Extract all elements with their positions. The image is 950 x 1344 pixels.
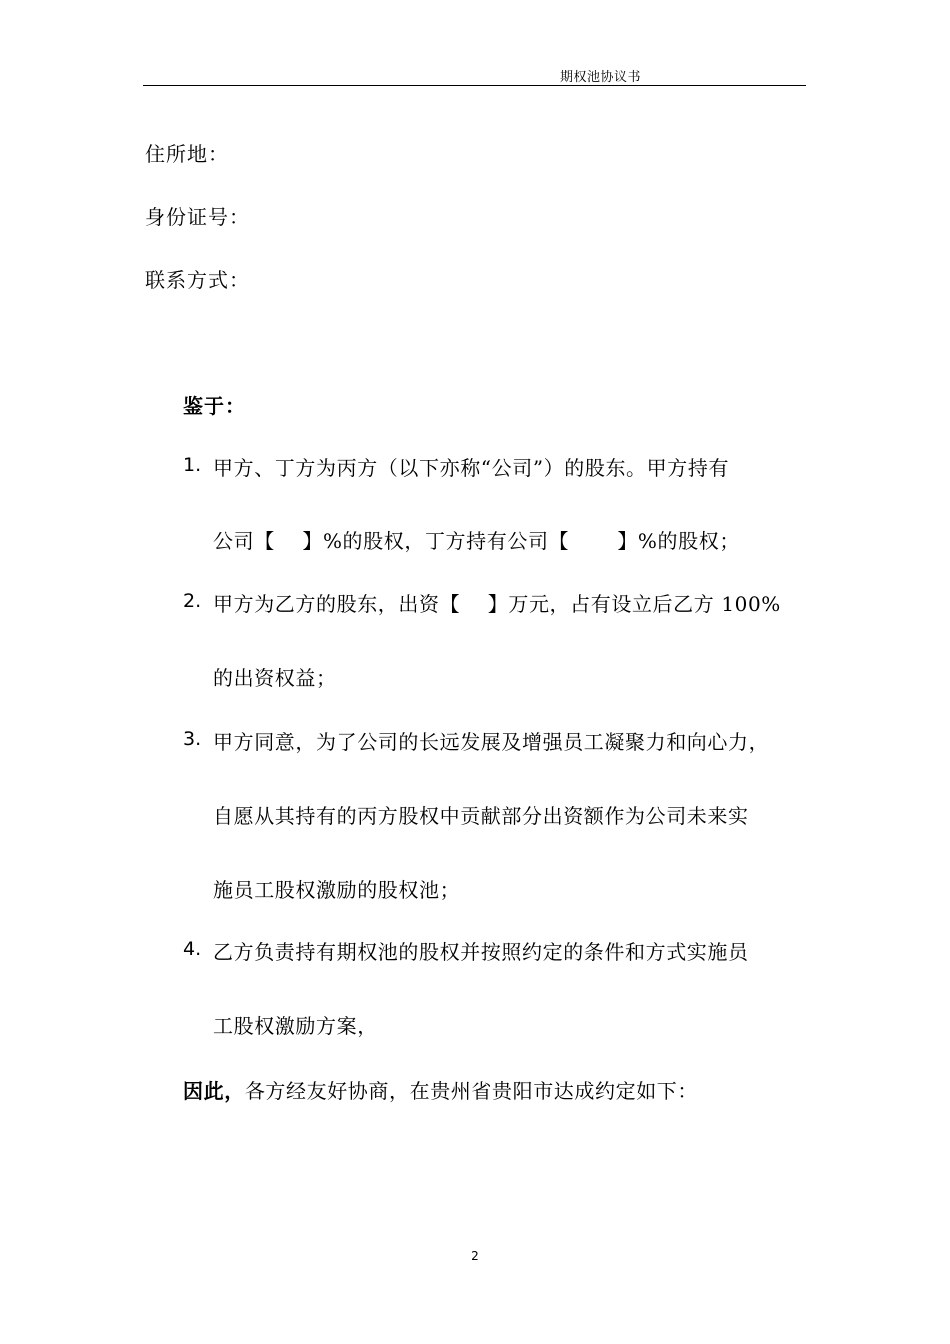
field-address: 住所地： bbox=[145, 142, 229, 166]
field-contact: 联系方式： bbox=[145, 268, 250, 292]
recitals-heading: 鉴于： bbox=[183, 394, 246, 418]
recital-number: 1. bbox=[183, 454, 202, 476]
recital-line: 甲方为乙方的股东，出资【 】万元，占有设立后乙方 100% bbox=[213, 592, 781, 616]
conclusion-lead: 因此， bbox=[183, 1079, 245, 1103]
recital-line: 的出资权益； bbox=[213, 666, 337, 690]
recital-line: 工股权激励方案， bbox=[213, 1014, 378, 1038]
recital-line: 公司【 】%的股权，丁方持有公司【 】%的股权； bbox=[213, 529, 740, 553]
recital-line: 自愿从其持有的丙方股权中贡献部分出资额作为公司未来实 bbox=[213, 804, 749, 828]
header-title: 期权池协议书 bbox=[560, 70, 642, 85]
conclusion bbox=[183, 1075, 698, 1104]
header-rule bbox=[143, 85, 806, 86]
recital-line: 甲方、丁方为丙方（以下亦称“公司”）的股东。甲方持有 bbox=[213, 456, 730, 480]
recital-line: 甲方同意，为了公司的长远发展及增强员工凝聚力和向心力， bbox=[213, 730, 770, 754]
recital-number: 3. bbox=[183, 728, 202, 750]
recital-line: 乙方负责持有期权池的股权并按照约定的条件和方式实施员 bbox=[213, 940, 749, 964]
field-id-number: 身份证号： bbox=[145, 205, 250, 229]
recital-line: 施员工股权激励的股权池； bbox=[213, 878, 461, 902]
page-number: 2 bbox=[471, 1249, 479, 1263]
recital-number: 4. bbox=[183, 938, 202, 960]
conclusion-text: 各方经友好协商，在贵州省贵阳市达成约定如下： bbox=[244, 1079, 699, 1103]
recital-number: 2. bbox=[183, 590, 202, 612]
